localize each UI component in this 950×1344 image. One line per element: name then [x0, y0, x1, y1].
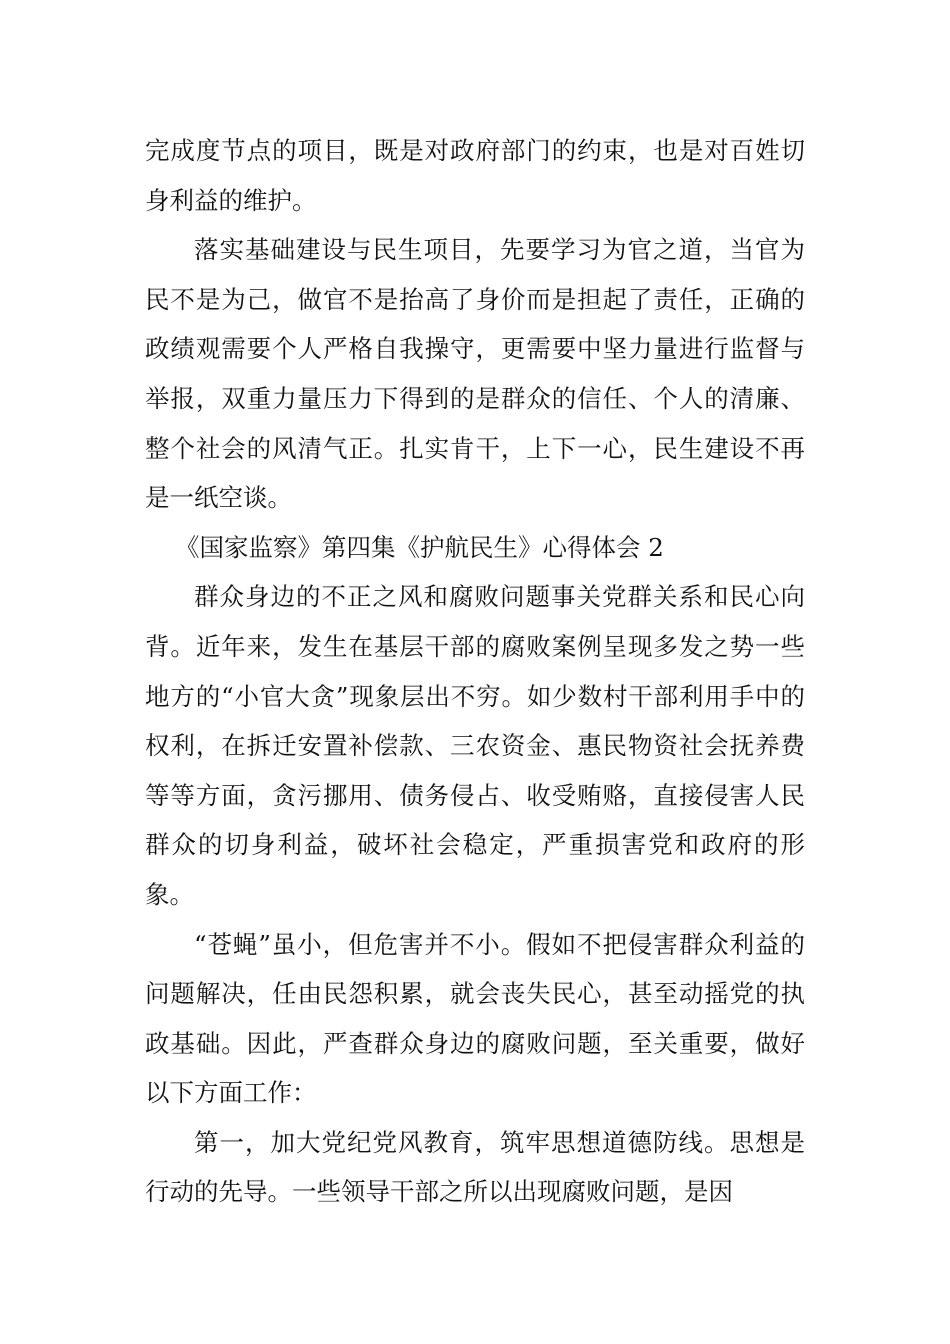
paragraph-infrastructure: 落实基础建设与民生项目，先要学习为官之道，当官为民不是为己，做官不是抬高了身价而是担起了责任，正确的政绩观需要个人严格自我操守，更需要中坚力量进行监督与举报，双重力量压力下得到的是群众的信任、个人的清廉、整个社会的风清气正。扎实肯干，上下一心，民生建设不再是一纸空谈。	[145, 235, 805, 513]
section-title: 《国家监察》第四集《护航民生》心得体会 2	[175, 532, 664, 562]
paragraph-continuation: 完成度节点的项目，既是对政府部门的约束，也是对百姓切身利益的维护。	[145, 136, 805, 215]
document-page	[145, 126, 805, 1217]
paragraph-grassroots-corruption: 群众身边的不正之风和腐败问题事关党群关系和民心向背。近年来，发生在基层干部的腐败案例呈现多发之势一些地方的“小官大贪”现象层出不穷。如少数村干部利用手中的权利，在拆迁安置补偿款、三农资金、惠民物资社会抚养费等等方面，贪污挪用、债务侵占、收受贿赂，直接侵害人民群众的切身利益，破坏社会稳定，严重损害党和政府的形象。	[145, 582, 805, 909]
paragraph-flies: “苍蝇”虽小，但危害并不小。假如不把侵害群众利益的问题解决，任由民怨积累，就会丧失民心，甚至动摇党的执政基础。因此，严查群众身边的腐败问题，至关重要，做好以下方面工作：	[145, 929, 805, 1108]
paragraph-first-point: 第一，加大党纪党风教育，筑牢思想道德防线。思想是行动的先导。一些领导干部之所以出现腐败问题，是因	[145, 1127, 805, 1207]
